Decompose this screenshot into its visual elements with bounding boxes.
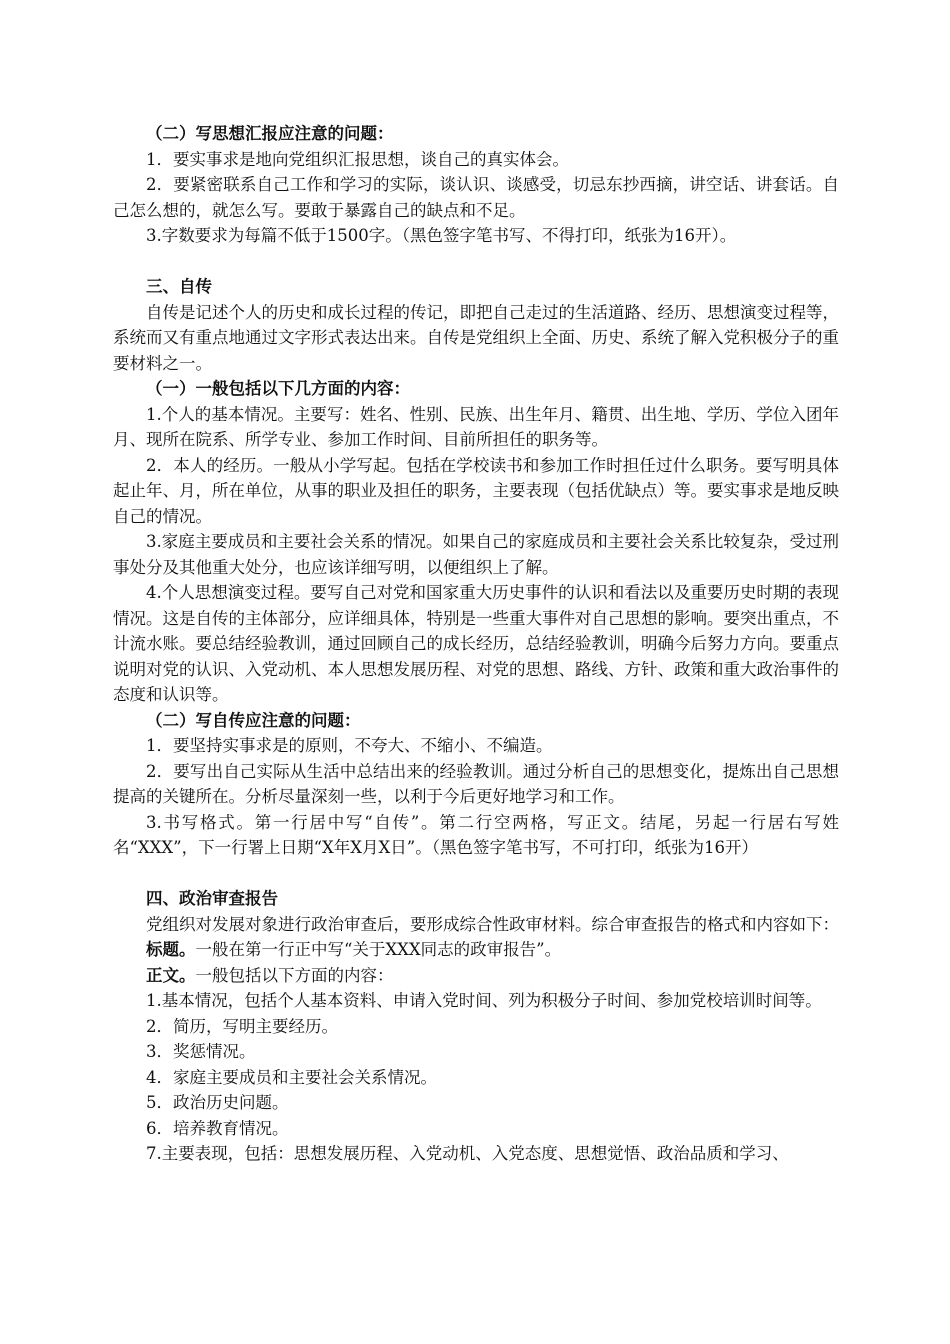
list-item: 2．要紧密联系自己工作和学习的实际，谈认识、谈感受，切忌东抄西摘，讲空话、讲套话。自己怎么想的，就怎么写。要敢于暴露自己的缺点和不足。 bbox=[113, 175, 839, 220]
spacer bbox=[113, 861, 839, 887]
list-item: 1．要实事求是地向党组织汇报思想，谈自己的真实体会。 bbox=[146, 149, 569, 169]
body-label: 正文。 bbox=[146, 965, 196, 985]
title-text: 一般在第一行正中写“关于XXX同志的政审报告”。 bbox=[195, 940, 562, 959]
subsection-title-autobiography-notes: （二）写自传应注意的问题： bbox=[146, 710, 361, 730]
list-item: 2．本人的经历。一般从小学写起。包括在学校读书和参加工作时担任过什么职务。要写明具体起止年、月，所在单位，从事的职业及担任的职务，主要表现（包括优缺点）等。要实事求是地反映自己的情况。 bbox=[113, 455, 839, 526]
section-heading-autobiography: 三、自传 bbox=[146, 277, 212, 296]
body-paragraph bbox=[113, 963, 839, 989]
title-paragraph bbox=[113, 937, 839, 963]
list-item: 3.书写格式。第一行居中写“自传”。第二行空两格，写正文。结尾，另起一行居右写姓名“XXX”，下一行署上日期“X年X月X日”。（黑色签字笔书写，不可打印，纸张为16开） bbox=[113, 812, 839, 857]
list-item: 7.主要表现，包括：思想发展历程、入党动机、入党态度、思想觉悟、政治品质和学习、 bbox=[146, 1144, 789, 1163]
list-item: 4．家庭主要成员和主要社会关系情况。 bbox=[146, 1067, 437, 1087]
spacer bbox=[113, 249, 839, 275]
section-intro: 党组织对发展对象进行政治审查后，要形成综合性政审材料。综合审查报告的格式和内容如下： bbox=[146, 914, 839, 934]
list-item: 2．简历，写明主要经历。 bbox=[146, 1016, 338, 1036]
body-text: 一般包括以下方面的内容： bbox=[195, 965, 394, 985]
section-heading-political-review: 四、政治审查报告 bbox=[146, 889, 278, 908]
title-label: 标题。 bbox=[146, 940, 196, 959]
list-item: 1.基本情况，包括个人基本资料、申请入党时间、列为积极分子时间、参加党校培训时间等。 bbox=[146, 991, 822, 1010]
list-item: 3.家庭主要成员和主要社会关系的情况。如果自己的家庭成员和主要社会关系比较复杂，受过刑事处分及其他重大处分，也应该详细写明，以便组织上了解。 bbox=[113, 532, 839, 577]
list-item: 1.个人的基本情况。主要写：姓名、性别、民族、出生年月、籍贯、出生地、学历、学位入团年月、现所在院系、所学专业、参加工作时间、目前所担任的职务等。 bbox=[113, 404, 839, 449]
subsection-title-autobiography-content: （一）一般包括以下几方面的内容： bbox=[146, 379, 410, 398]
subsection-title-thought-report-notes: （二）写思想汇报应注意的问题： bbox=[146, 124, 394, 143]
list-item: 3.字数要求为每篇不低于1500字。（黑色签字笔书写、不得打印，纸张为16开）。 bbox=[146, 226, 737, 245]
list-item: 1．要坚持实事求是的原则，不夸大、不缩小、不编造。 bbox=[146, 736, 553, 755]
section-intro: 自传是记述个人的历史和成长过程的传记，即把自己走过的生活道路、经历、思想演变过程等，系统而又有重点地通过文字形式表达出来。自传是党组织上全面、历史、系统了解入党积极分子的重要材料之一。 bbox=[113, 302, 839, 373]
list-item: 2．要写出自己实际从生活中总结出来的经验教训。通过分析自己的思想变化，提炼出自己思想提高的关键所在。分析尽量深刻一些，以利于今后更好地学习和工作。 bbox=[113, 761, 839, 806]
list-item: 5．政治历史问题。 bbox=[146, 1093, 289, 1112]
document-page bbox=[113, 121, 839, 1167]
list-item: 3．奖惩情况。 bbox=[146, 1042, 256, 1061]
list-item: 6．培养教育情况。 bbox=[146, 1118, 289, 1138]
list-item: 4.个人思想演变过程。要写自己对党和国家重大历史事件的认识和看法以及重要历史时期的表现情况。这是自传的主体部分，应详细具体，特别是一些重大事件对自己思想的影响。要突出重点，不计流水账。要总结经验教训，通过回顾自己的成长经历，总结经验教训，明确今后努力方向。要重点说明对党的认识、入党动机、本人思想发展历程、对党的思想、路线、方针、政策和重大政治事件的态度和认识等。 bbox=[113, 583, 839, 704]
